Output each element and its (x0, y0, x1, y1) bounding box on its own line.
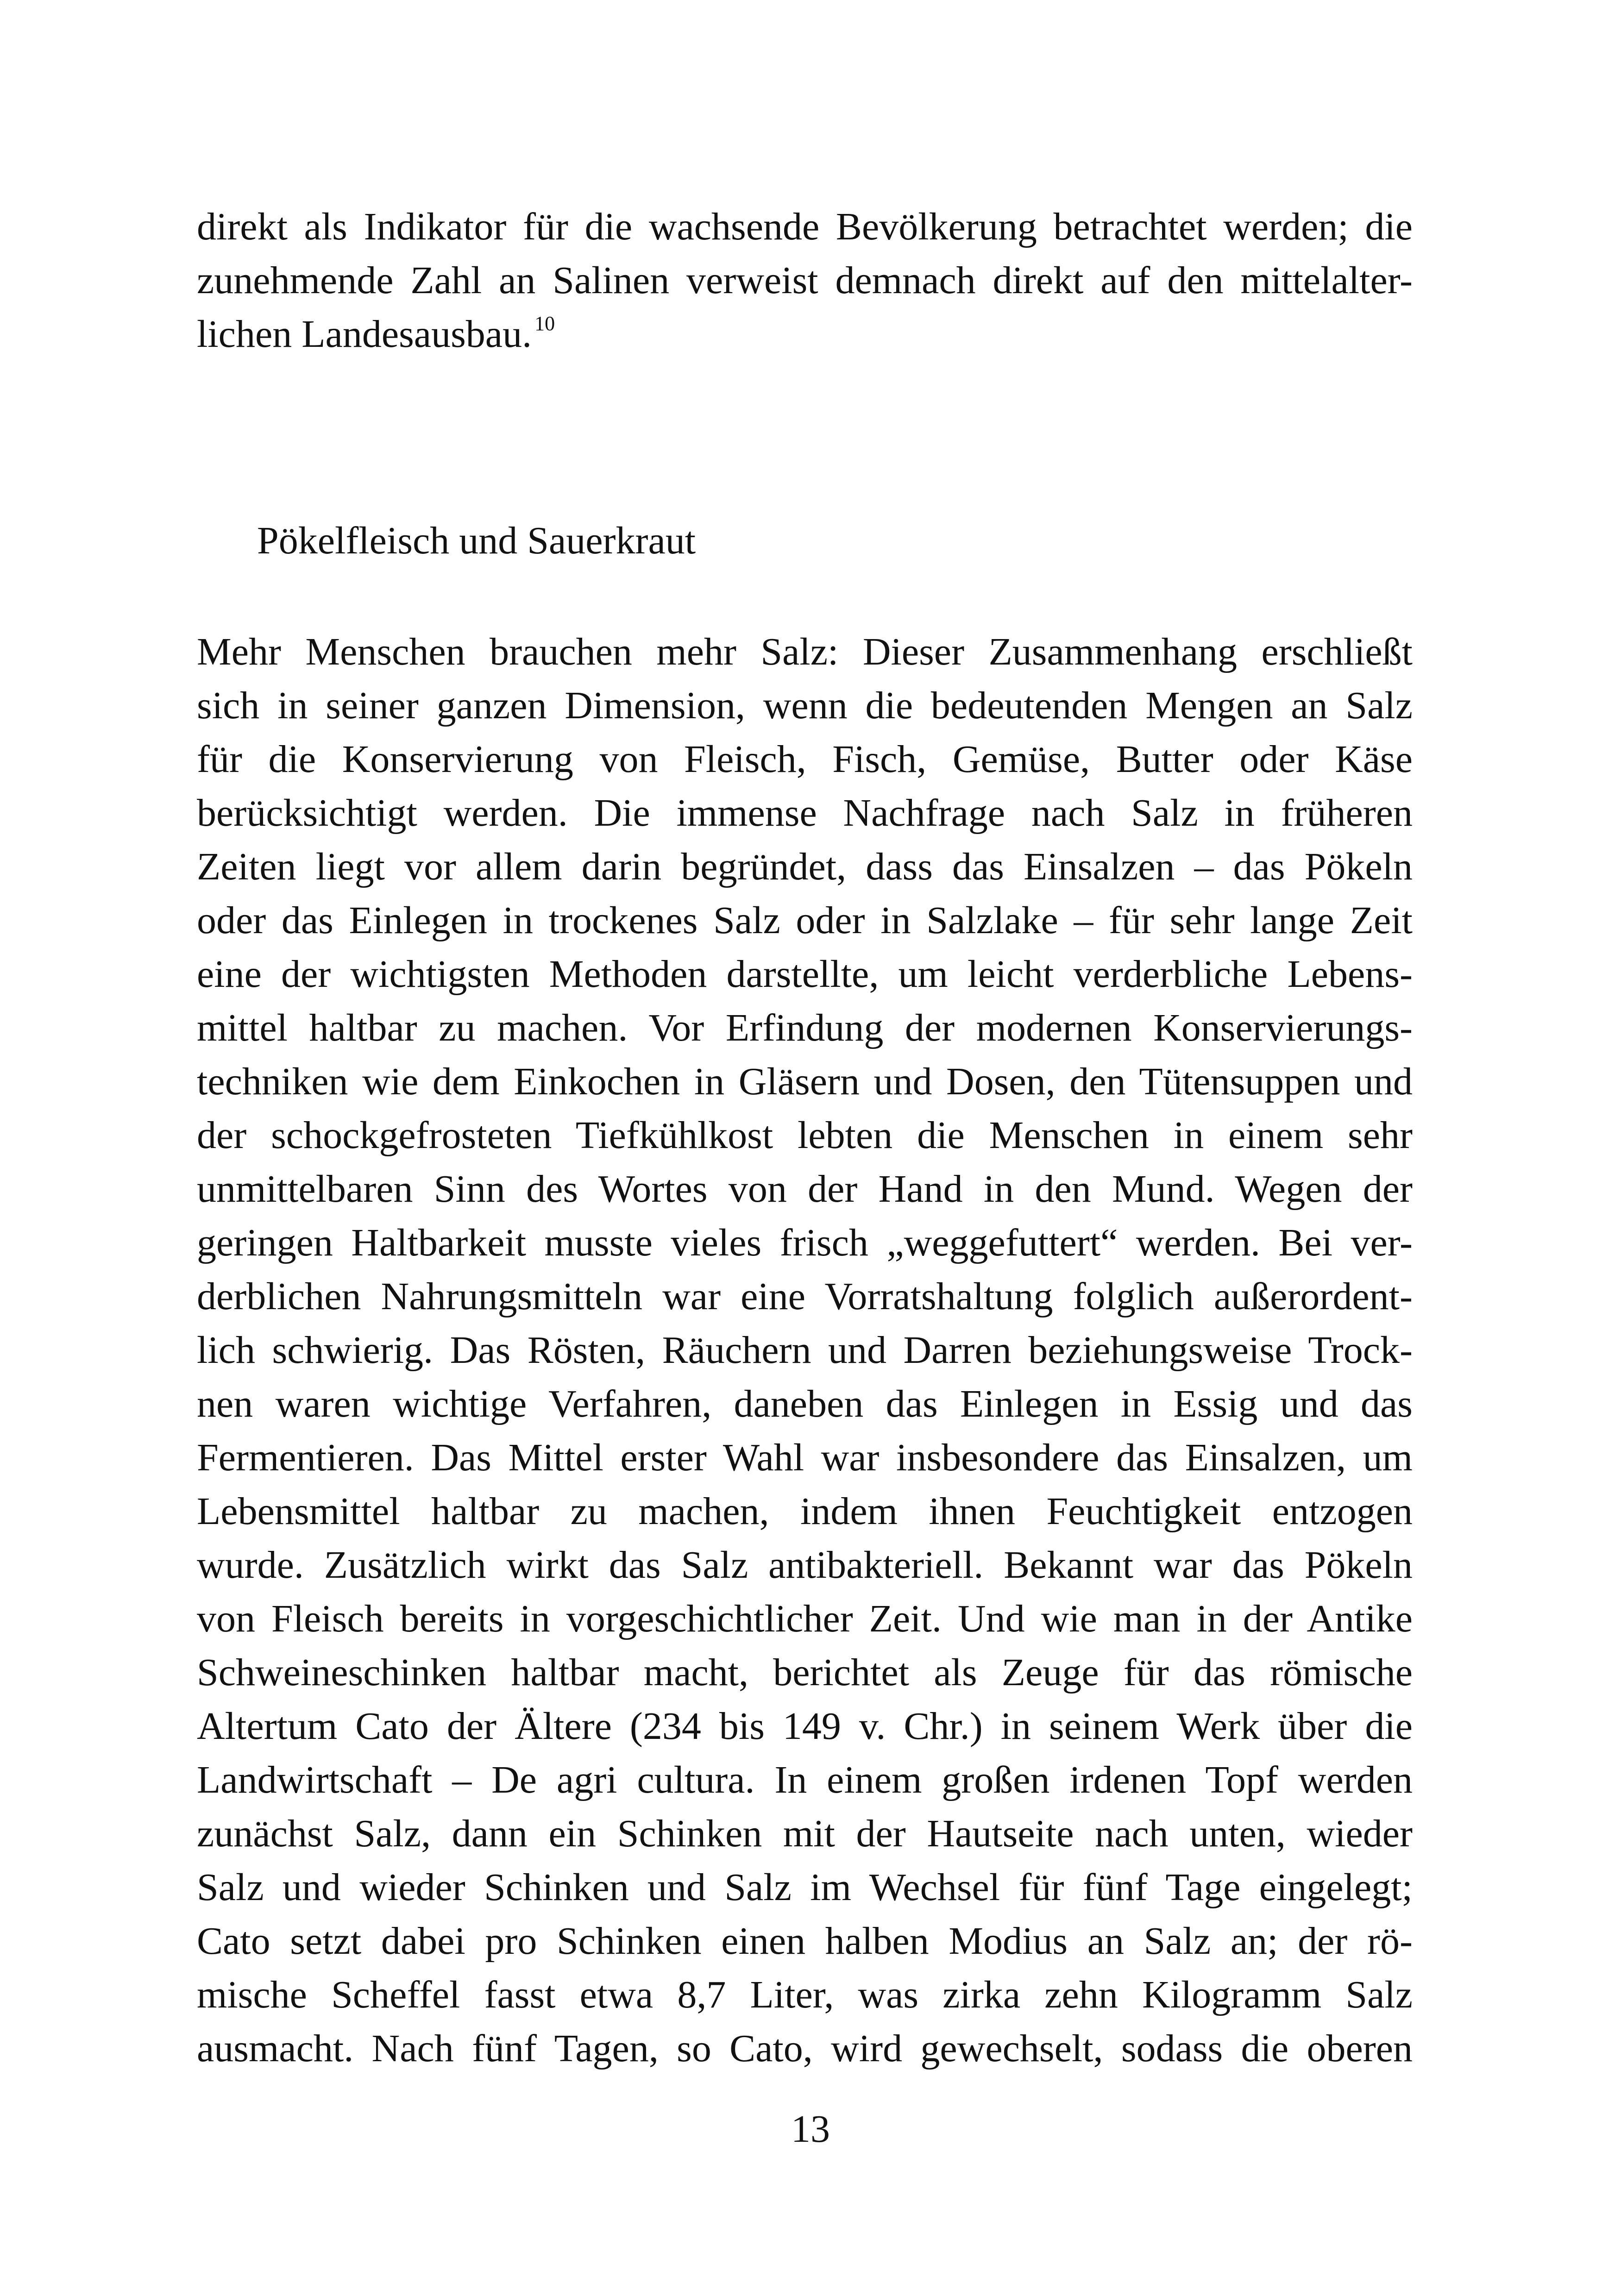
text-line: derblichen Nahrungsmitteln war eine Vorratshaltung folglich außerordent- (197, 1275, 1413, 1318)
text-line: mische Scheffel fasst etwa 8,7 Liter, was zirka zehn Kilogramm Salz (197, 1973, 1413, 2016)
text-line: lich schwierig. Das Rösten, Räuchern und Darren beziehungsweise Trock- (197, 1329, 1413, 1372)
text-line: eine der wichtigsten Methoden darstellte, um leicht verderbliche Lebens- (197, 953, 1413, 996)
text-line: nen waren wichtige Verfahren, daneben das Einlegen in Essig und das (197, 1382, 1413, 1425)
text-line: wurde. Zusätzlich wirkt das Salz antibakteriell. Bekannt war das Pökeln (197, 1543, 1413, 1587)
text-line-with-footnote (197, 307, 1413, 361)
text-line: oder das Einlegen in trockenes Salz oder in Salzlake – für sehr lange Zeit (197, 899, 1413, 942)
text-line: zunächst Salz, dann ein Schinken mit der Hautseite nach unten, wieder (197, 1812, 1413, 1855)
section-heading: Pökelfleisch und Sauerkraut (257, 519, 696, 562)
text-line: zunehmende Zahl an Salinen verweist demnach direkt auf den mittelalter- (197, 259, 1413, 302)
text-line: Fermentieren. Das Mittel erster Wahl war insbesondere das Einsalzen, um (197, 1436, 1413, 1479)
text-line: der schockgefrosteten Tiefkühlkost lebten die Menschen in einem sehr (197, 1114, 1413, 1157)
text-line: unmittelbaren Sinn des Wortes von der Hand in den Mund. Wegen der (197, 1167, 1413, 1211)
text-line: von Fleisch bereits in vorgeschichtlicher Zeit. Und wie man in der Antike (197, 1597, 1413, 1640)
text-line: ausmacht. Nach fünf Tagen, so Cato, wird gewechselt, sodass die oberen (197, 2027, 1413, 2070)
text-line: berücksichtigt werden. Die immense Nachfrage nach Salz in früheren (197, 791, 1413, 834)
text-line: techniken wie dem Einkochen in Gläsern und Dosen, den Tütensuppen und (197, 1060, 1413, 1103)
text-line: Mehr Menschen brauchen mehr Salz: Dieser Zusammenhang erschließt (197, 630, 1413, 673)
text-line: Altertum Cato der Ältere (234 bis 149 v. Chr.) in seinem Werk über die (197, 1705, 1413, 1748)
text-line: Schweineschinken haltbar macht, berichtet als Zeuge für das römische (197, 1651, 1413, 1694)
text-line: mittel haltbar zu machen. Vor Erfindung der modernen Konservierungs- (197, 1006, 1413, 1049)
page-number: 13 (791, 2108, 830, 2151)
text-line: Salz und wieder Schinken und Salz im Wechsel für fünf Tage eingelegt; (197, 1866, 1413, 1909)
footnote-reference[interactable]: 10 (534, 312, 555, 335)
text-line: Cato setzt dabei pro Schinken einen halben Modius an Salz an; der rö- (197, 1920, 1413, 1963)
text-line: Zeiten liegt vor allem darin begründet, dass das Einsalzen – das Pökeln (197, 845, 1413, 888)
text-line: geringen Haltbarkeit musste vieles frisch „weggefuttert“ werden. Bei ver- (197, 1221, 1413, 1264)
text-line: für die Konservierung von Fleisch, Fisch, Gemüse, Butter oder Käse (197, 738, 1413, 781)
text-line: sich in seiner ganzen Dimension, wenn die bedeutenden Mengen an Salz (197, 684, 1413, 727)
text-line: Landwirtschaft – De agri cultura. In einem großen irdenen Topf werden (197, 1758, 1413, 1801)
text-line: lichen Landesausbau. (197, 313, 532, 356)
text-line: Lebensmittel haltbar zu machen, indem ihnen Feuchtigkeit entzogen (197, 1490, 1413, 1533)
text-line: direkt als Indikator für die wachsende Bevölkerung betrachtet werden; die (197, 205, 1413, 248)
